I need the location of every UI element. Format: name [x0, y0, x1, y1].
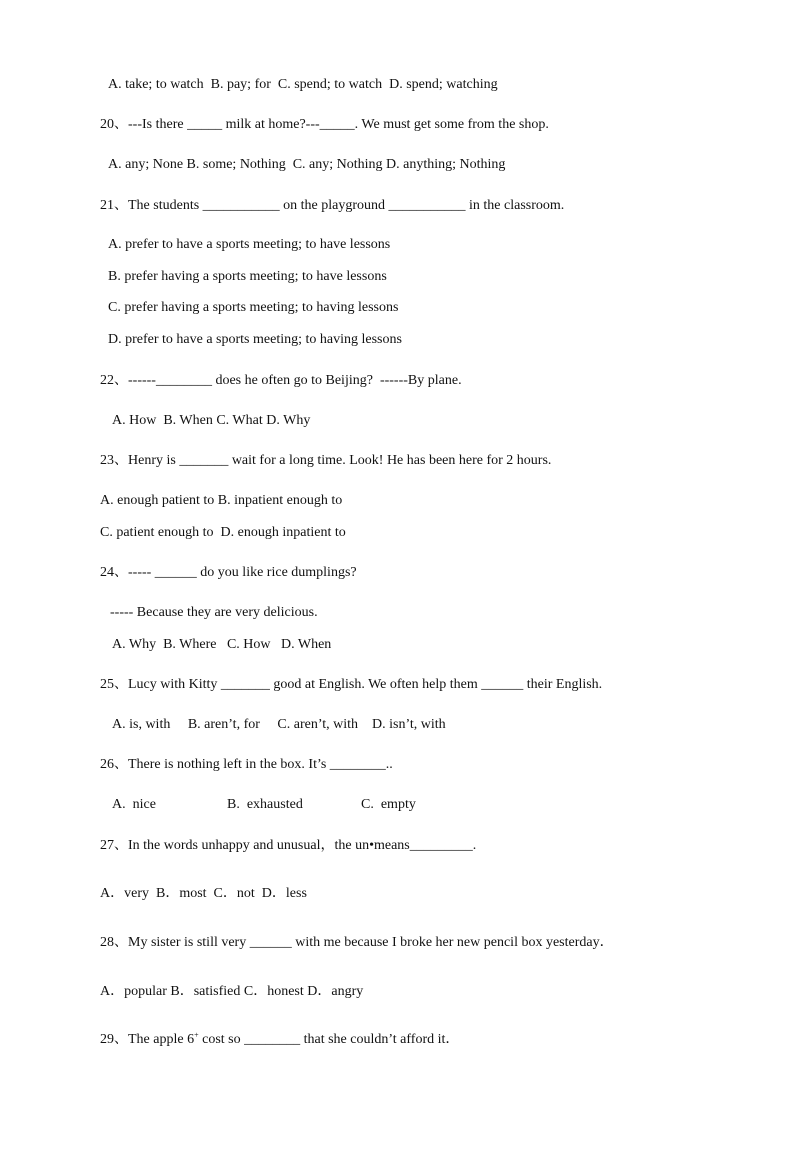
- q23-options-ab: A. enough patient to B. inpatient enough to: [100, 493, 343, 508]
- q19-options: A. take; to watch B. pay; for C. spend; to watch D. spend; watching: [108, 77, 498, 92]
- q21-option-d: D. prefer to have a sports meeting; to having lessons: [108, 332, 402, 347]
- q29-text-start: 29、The apple 6: [100, 1032, 195, 1047]
- q21-option-c: C. prefer having a sports meeting; to having lessons: [108, 300, 399, 315]
- q26-question: 26、There is nothing left in the box. It’s ________..: [100, 757, 393, 772]
- q26-option-a: A. nice: [112, 797, 156, 812]
- q27-question: 27、In the words unhappy and unusual，the un•means_________.: [100, 838, 477, 853]
- q22-options: A. How B. When C. What D. Why: [112, 413, 311, 428]
- q29-question: [100, 1031, 459, 1049]
- q26-option-b: B. exhausted: [227, 797, 303, 812]
- q20-options: A. any; None B. some; Nothing C. any; Nothing D. anything; Nothing: [108, 157, 506, 172]
- q21-question: 21、The students ___________ on the playground ___________ in the classroom.: [100, 198, 565, 213]
- q27-options: A．very B．most C．not D．less: [100, 886, 307, 901]
- q29-superscript: +: [194, 1030, 199, 1040]
- q24-question: 24、----- ______ do you like rice dumplings?: [100, 565, 357, 580]
- q28-options: A．popular B．satisfied C．honest D．angry: [100, 984, 364, 999]
- q25-question: 25、Lucy with Kitty _______ good at English. We often help them ______ their English.: [100, 677, 603, 692]
- q21-option-a: A. prefer to have a sports meeting; to have lessons: [108, 237, 391, 252]
- q20-question: 20、---Is there _____ milk at home?---_____. We must get some from the shop.: [100, 117, 549, 132]
- q29-text-end: cost so ________ that she couldn’t afford it．: [198, 1032, 460, 1047]
- q25-options: A. is, with B. aren’t, for C. aren’t, with D. isn’t, with: [112, 717, 446, 732]
- q24-options: A. Why B. Where C. How D. When: [112, 637, 332, 652]
- q24-answer-line: ----- Because they are very delicious.: [110, 605, 318, 620]
- q28-question: 28、My sister is still very ______ with me because I broke her new pencil box yesterday．: [100, 935, 614, 950]
- q26-option-c: C. empty: [361, 797, 416, 812]
- q23-options-cd: C. patient enough to D. enough inpatient to: [100, 525, 346, 540]
- q21-option-b: B. prefer having a sports meeting; to have lessons: [108, 269, 387, 284]
- q22-question: 22、------________ does he often go to Beijing? ------By plane.: [100, 373, 462, 388]
- q23-question: 23、Henry is _______ wait for a long time. Look! He has been here for 2 hours.: [100, 453, 552, 468]
